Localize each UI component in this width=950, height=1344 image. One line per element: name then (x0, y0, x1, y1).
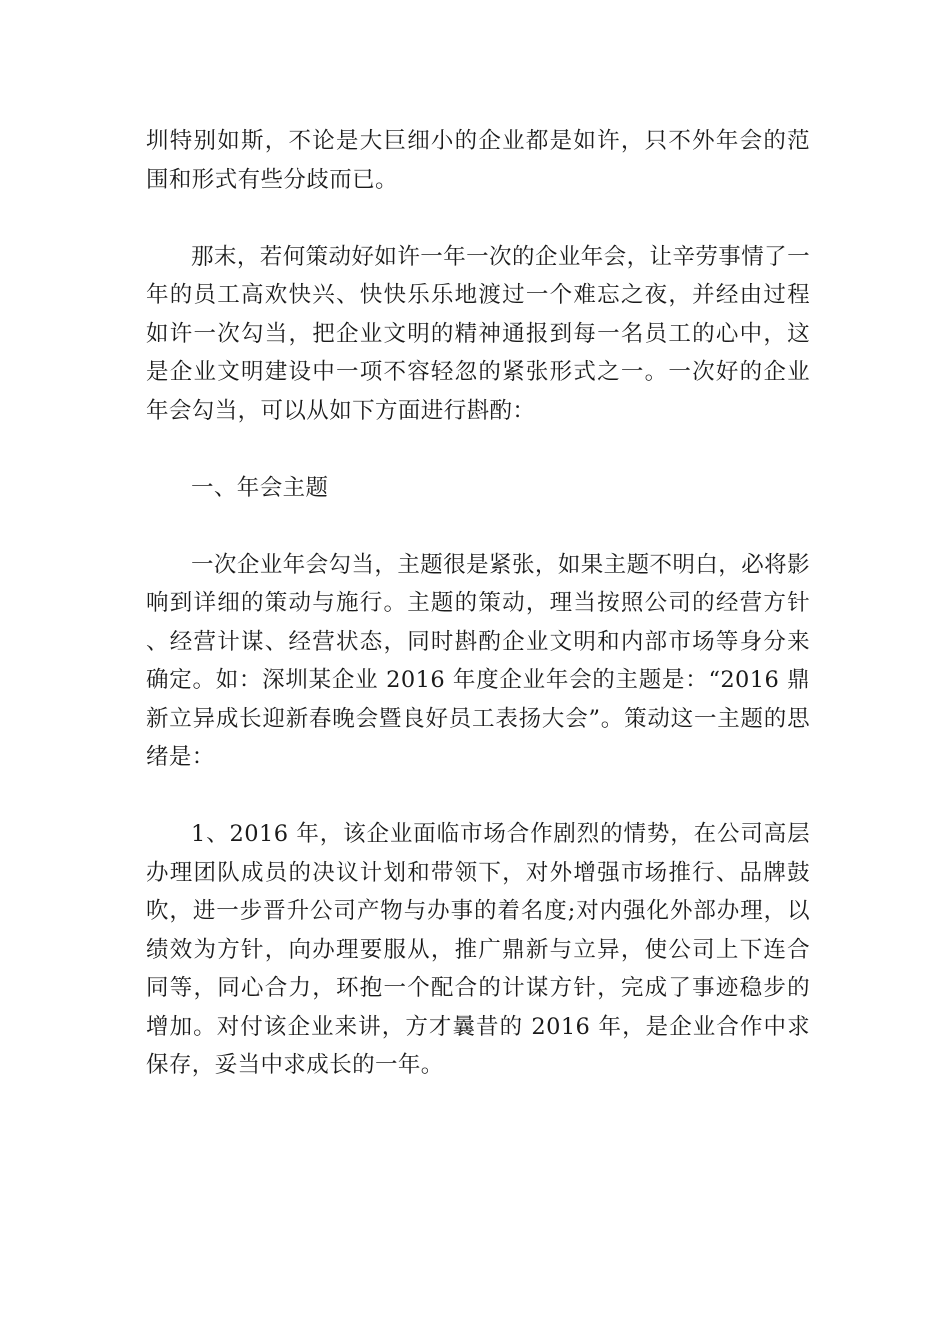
paragraph-intro: 那末，若何策动好如许一年一次的企业年会，让辛劳事情了一年的员工高欢快兴、快快乐乐地渡过一个难忘之夜，并经由过程如许一次勾当，把企业文明的精神通报到每一名员工的心中，这是企业文明建设中一项不容轻忽的紧张形式之一。一次好的企业年会勾当，可以从如下方面进行斟酌： (146, 243, 810, 424)
section-heading-theme: 一、年会主题 (191, 474, 329, 501)
paragraph-point-1: 1、2016 年，该企业面临市场合作剧烈的情势，在公司高层办理团队成员的决议计划和带领下，对外增强市场推行、品牌鼓吹，进一步晋升公司产物与办事的着名度;对内强化外部办理，以绩效为方针，向办理要服从，推广鼎新与立异，使公司上下连合同等，同心合力，环抱一个配合的计谋方针，完成了事迹稳步的增加。对付该企业来讲，方才曩昔的 2016 年，是企业合作中求保存，妥当中求成长的一年。 (146, 821, 810, 1078)
paragraph-theme: 一次企业年会勾当，主题很是紧张，如果主题不明白，必将影响到详细的策动与施行。主题的策动，理当按照公司的经营方针、经营计谋、经营状态，同时斟酌企业文明和内部市场等身分来确定。如：深圳某企业 2016 年度企业年会的主题是：“2016 鼎新立异成长迎新春晚会暨良好员工表扬大会”。策动这一主题的思绪是： (146, 551, 810, 770)
document-body (146, 122, 810, 1123)
paragraph-continuation: 圳特别如斯，不论是大巨细小的企业都是如许，只不外年会的范围和形式有些分歧而已。 (146, 128, 810, 193)
